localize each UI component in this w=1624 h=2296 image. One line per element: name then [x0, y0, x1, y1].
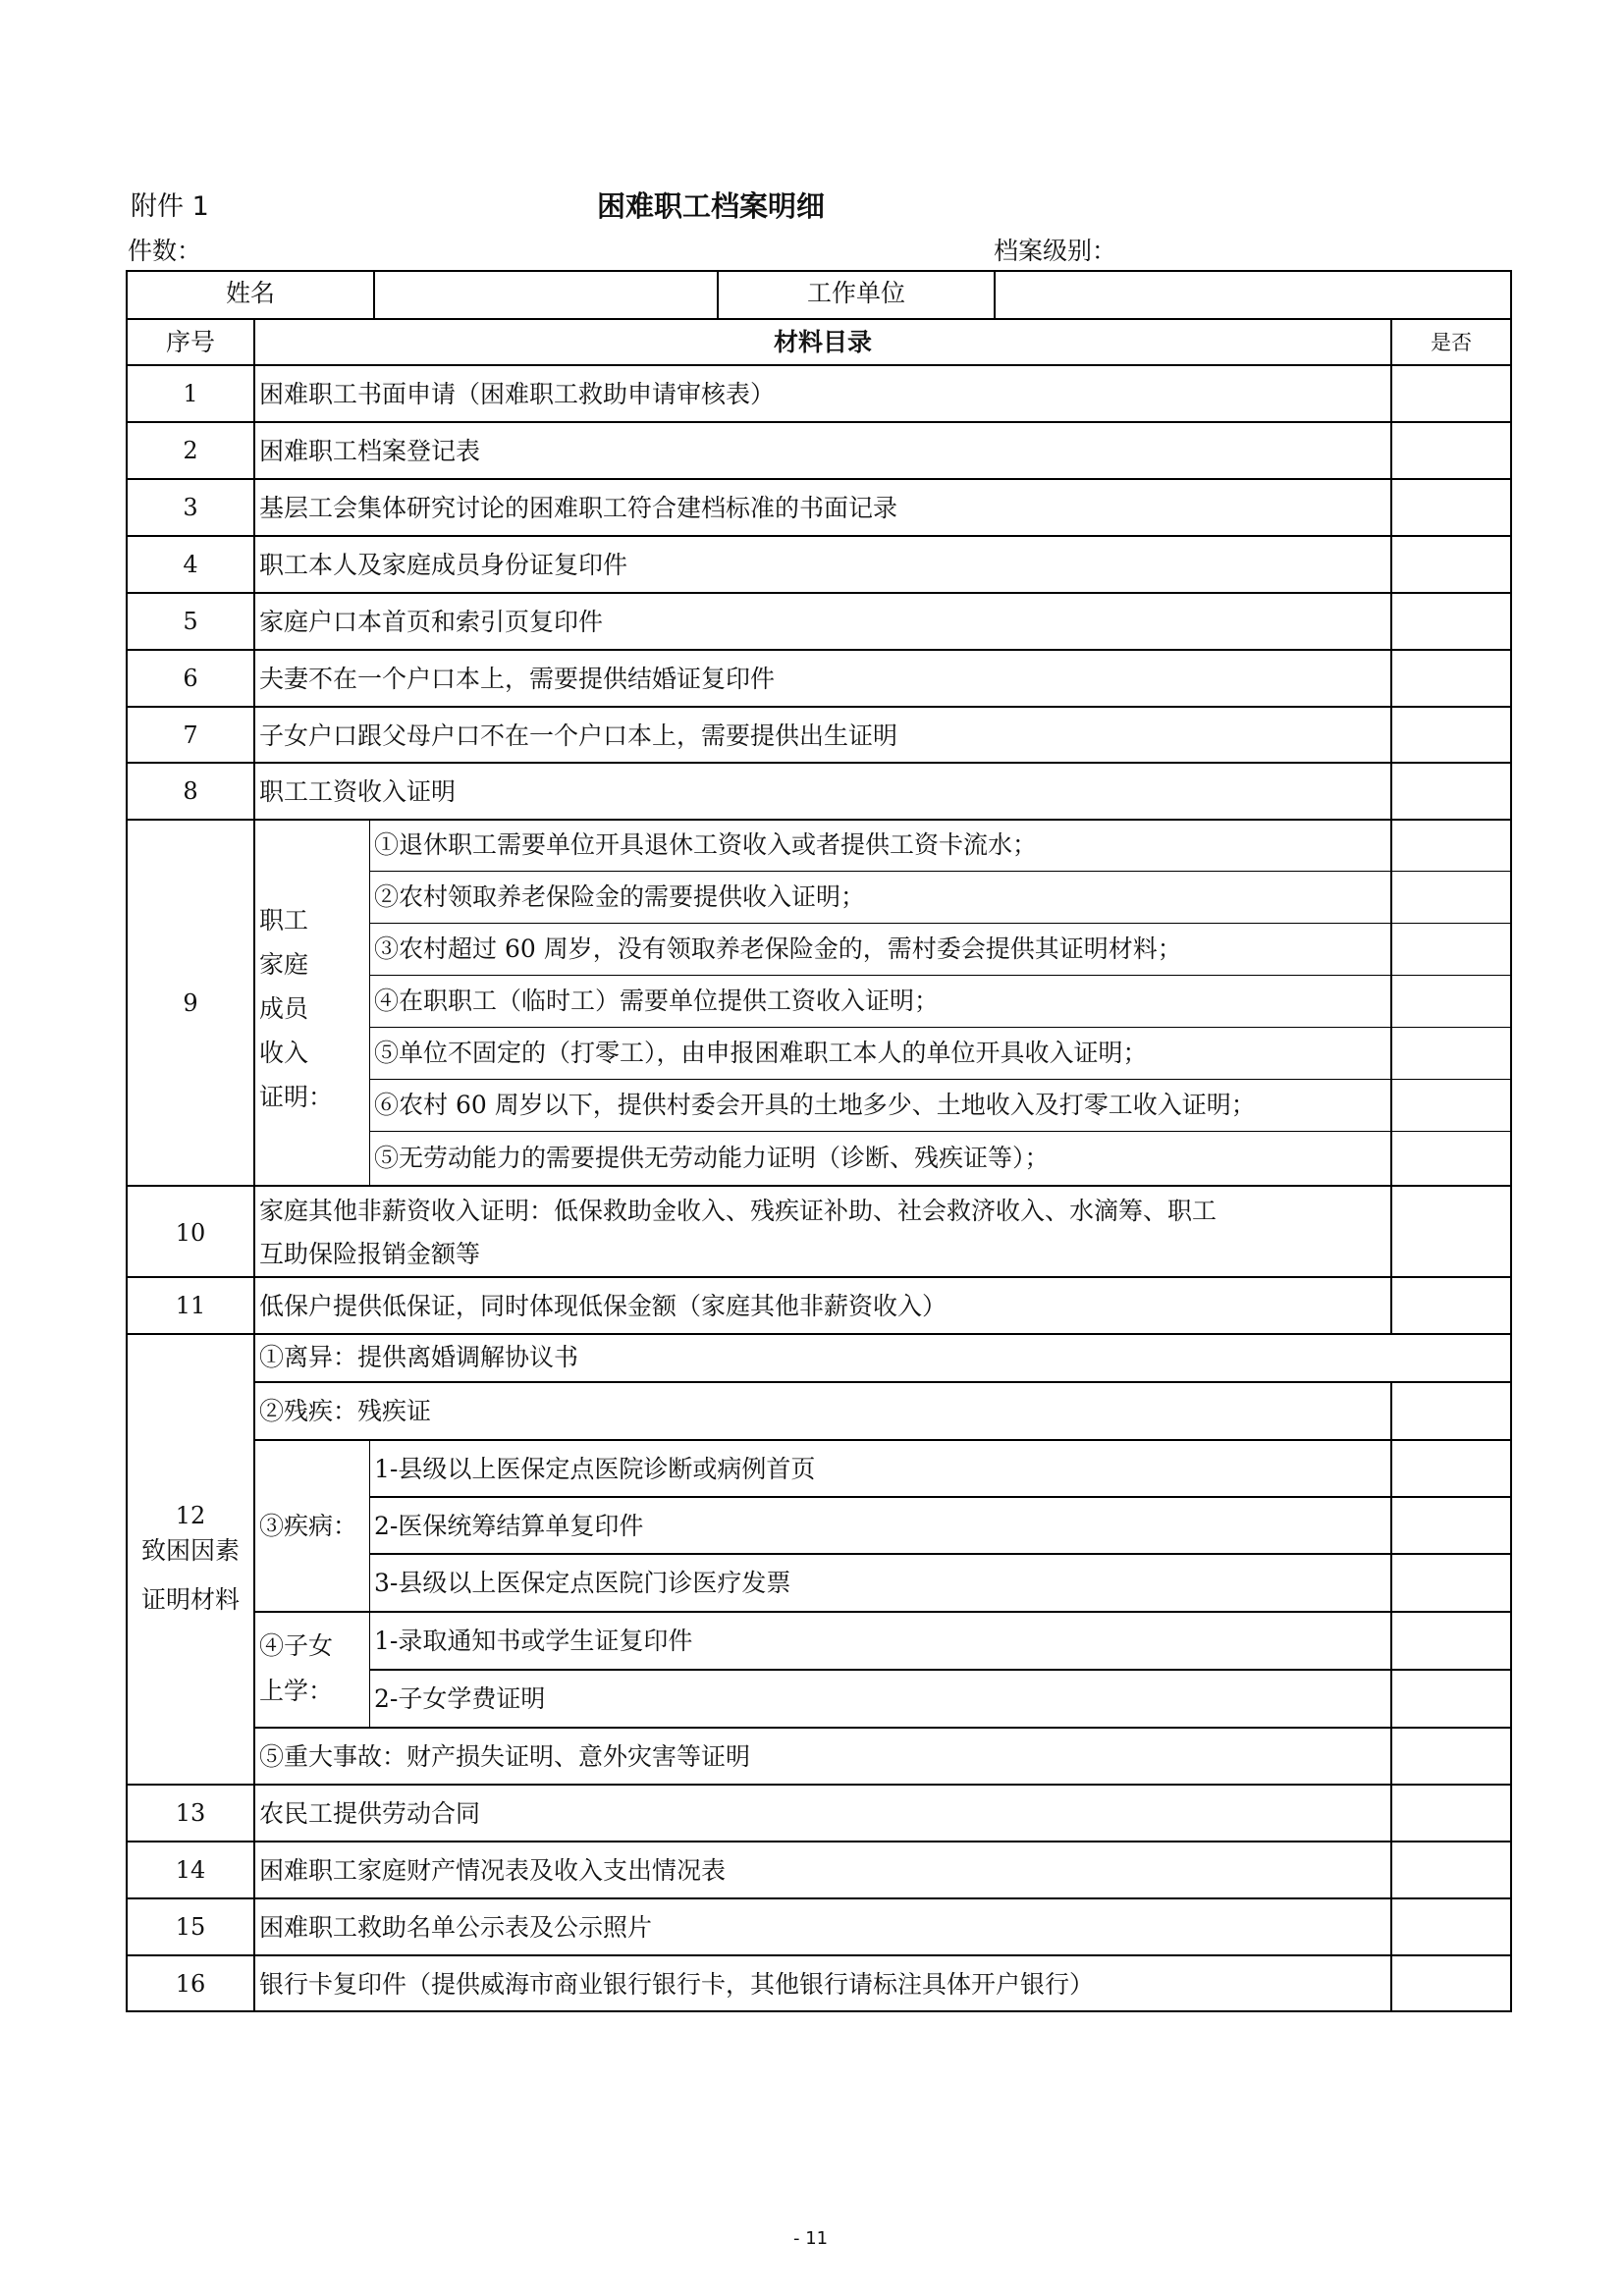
- income-proof-item: ⑤无劳动能力的需要提供无劳动能力证明（诊断、残疾证等）；: [374, 1144, 1050, 1172]
- column-header-yesno: 是否: [1431, 331, 1472, 354]
- yesno-cell[interactable]: [1392, 423, 1510, 478]
- annex-label: 附件 1: [131, 191, 209, 222]
- row-9-label: [259, 898, 333, 1119]
- yesno-cell[interactable]: [1392, 977, 1510, 1027]
- row-number: 10: [175, 1219, 206, 1247]
- yesno-cell[interactable]: [1392, 1441, 1510, 1496]
- school-label: 上学：: [259, 1677, 334, 1705]
- accident-item: ⑤重大事故：财产损失证明、意外灾害等证明: [259, 1742, 751, 1771]
- school-item: 2-子女学费证明: [374, 1684, 546, 1713]
- row-text: 困难职工档案登记表: [259, 437, 481, 465]
- yesno-cell[interactable]: [1392, 1956, 1510, 2010]
- page-number: - 11: [793, 2228, 829, 2249]
- yesno-cell[interactable]: [1392, 1729, 1510, 1784]
- row-text: 农民工提供劳动合同: [259, 1799, 481, 1828]
- yesno-cell[interactable]: [1392, 366, 1510, 421]
- yesno-cell[interactable]: [1392, 1671, 1510, 1727]
- yesno-cell[interactable]: [1392, 764, 1510, 819]
- yesno-cell[interactable]: [1392, 821, 1510, 871]
- row-text: 基层工会集体研究讨论的困难职工符合建档标准的书面记录: [259, 494, 898, 522]
- row-9-label-line: 证明：: [259, 1083, 334, 1111]
- yesno-cell[interactable]: [1392, 594, 1510, 649]
- yesno-cell[interactable]: [1392, 651, 1510, 706]
- row-number: 8: [183, 777, 198, 805]
- row-number: 6: [183, 665, 198, 692]
- row-text: 职工工资收入证明: [259, 777, 457, 806]
- row-text: 银行卡复印件（提供威海市商业银行银行卡，其他银行请标注具体开户银行）: [259, 1970, 1095, 1999]
- row-9-label-line: 成员: [259, 994, 309, 1023]
- column-header-catalog: 材料目录: [773, 328, 872, 356]
- name-field[interactable]: [375, 275, 717, 318]
- yesno-cell[interactable]: [1392, 1029, 1510, 1079]
- yesno-cell[interactable]: [1392, 1786, 1510, 1841]
- illness-label: ③疾病：: [259, 1512, 358, 1540]
- yesno-cell[interactable]: [1392, 1899, 1510, 1954]
- income-proof-item: ③农村超过 60 周岁，没有领取养老保险金的，需村委会提供其证明材料；: [374, 934, 1182, 963]
- yesno-cell[interactable]: [1392, 1613, 1510, 1669]
- yesno-cell[interactable]: [1392, 1187, 1510, 1276]
- divorce-item: ①离异：提供离婚调解协议书: [259, 1343, 579, 1371]
- income-proof-item: ①退休职工需要单位开具退休工资收入或者提供工资卡流水；: [374, 830, 1038, 859]
- unit-field[interactable]: [996, 275, 1510, 318]
- row-text-line: 家庭其他非薪资收入证明：低保救助金收入、残疾证补助、社会救济收入、水滴筹、职工: [259, 1197, 1218, 1225]
- row-text: 困难职工书面申请（困难职工救助申请审核表）: [259, 380, 776, 408]
- row-text: 子女户口跟父母户口不在一个户口本上，需要提供出生证明: [259, 721, 898, 750]
- row-number: 1: [183, 380, 198, 407]
- school-label: ④子女: [259, 1631, 334, 1660]
- yesno-cell[interactable]: [1392, 708, 1510, 762]
- row-9-label-line: 职工: [259, 906, 309, 934]
- yesno-cell[interactable]: [1392, 537, 1510, 592]
- row-12-label: 证明材料: [140, 1585, 240, 1614]
- school-item: 1-录取通知书或学生证复印件: [374, 1627, 693, 1655]
- row-text: 困难职工家庭财产情况表及收入支出情况表: [259, 1856, 727, 1885]
- row-12-label: 致困因素: [140, 1536, 240, 1565]
- row-text: 夫妻不在一个户口本上，需要提供结婚证复印件: [259, 665, 776, 693]
- level-label: 档案级别：: [994, 237, 1117, 265]
- row-text: 困难职工救助名单公示表及公示照片: [259, 1913, 653, 1942]
- yesno-cell[interactable]: [1392, 1498, 1510, 1553]
- row-text: 家庭户口本首页和索引页复印件: [259, 608, 604, 636]
- row-9-label-line: 家庭: [259, 950, 309, 979]
- row-number: 13: [175, 1799, 206, 1827]
- row-number: 7: [183, 721, 198, 749]
- yesno-cell[interactable]: [1392, 1842, 1510, 1897]
- illness-item: 2-医保统筹结算单复印件: [374, 1512, 644, 1540]
- income-proof-item: ②农村领取养老保险金的需要提供收入证明；: [374, 882, 866, 911]
- income-proof-item: ⑤单位不固定的（打零工），由申报困难职工本人的单位开具收入证明；: [374, 1039, 1148, 1067]
- row-9-label-line: 收入: [259, 1039, 309, 1067]
- disability-item: ②残疾：残疾证: [259, 1397, 432, 1425]
- row-text: 低保户提供低保证，同时体现低保金额（家庭其他非薪资收入）: [259, 1292, 947, 1320]
- row-number: 5: [183, 608, 198, 635]
- illness-item: 3-县级以上医保定点医院门诊医疗发票: [374, 1569, 791, 1597]
- yesno-cell[interactable]: [1392, 480, 1510, 535]
- row-number: 11: [175, 1292, 206, 1319]
- page-title: 困难职工档案明细: [597, 189, 826, 223]
- row-number: 15: [175, 1913, 206, 1941]
- yesno-cell[interactable]: [1392, 1383, 1510, 1439]
- yesno-cell[interactable]: [1392, 1133, 1510, 1185]
- yesno-cell[interactable]: [1392, 873, 1510, 923]
- yesno-cell[interactable]: [1392, 1555, 1510, 1611]
- yesno-cell[interactable]: [1392, 1278, 1510, 1333]
- column-header-seq: 序号: [165, 328, 215, 356]
- row-number: 3: [183, 494, 198, 521]
- row-number: 12: [175, 1502, 206, 1529]
- count-label: 件数：: [128, 237, 202, 265]
- unit-label: 工作单位: [806, 279, 905, 307]
- row-number: 14: [175, 1856, 206, 1884]
- name-label: 姓名: [225, 279, 275, 307]
- illness-item: 1-县级以上医保定点医院诊断或病例首页: [374, 1455, 816, 1483]
- row-number: 4: [183, 551, 198, 578]
- yesno-cell[interactable]: [1392, 1081, 1510, 1131]
- income-proof-item: ⑥农村 60 周岁以下，提供村委会开具的土地多少、土地收入及打零工收入证明；: [374, 1091, 1256, 1119]
- yesno-cell[interactable]: [1392, 925, 1510, 975]
- income-proof-item: ④在职职工（临时工）需要单位提供工资收入证明；: [374, 987, 940, 1015]
- row-number: 2: [183, 437, 198, 464]
- row-text: 职工本人及家庭成员身份证复印件: [259, 551, 628, 579]
- row-number: 16: [175, 1970, 206, 1998]
- row-number: 9: [183, 989, 198, 1017]
- row-text-line: 互助保险报销金额等: [259, 1240, 481, 1268]
